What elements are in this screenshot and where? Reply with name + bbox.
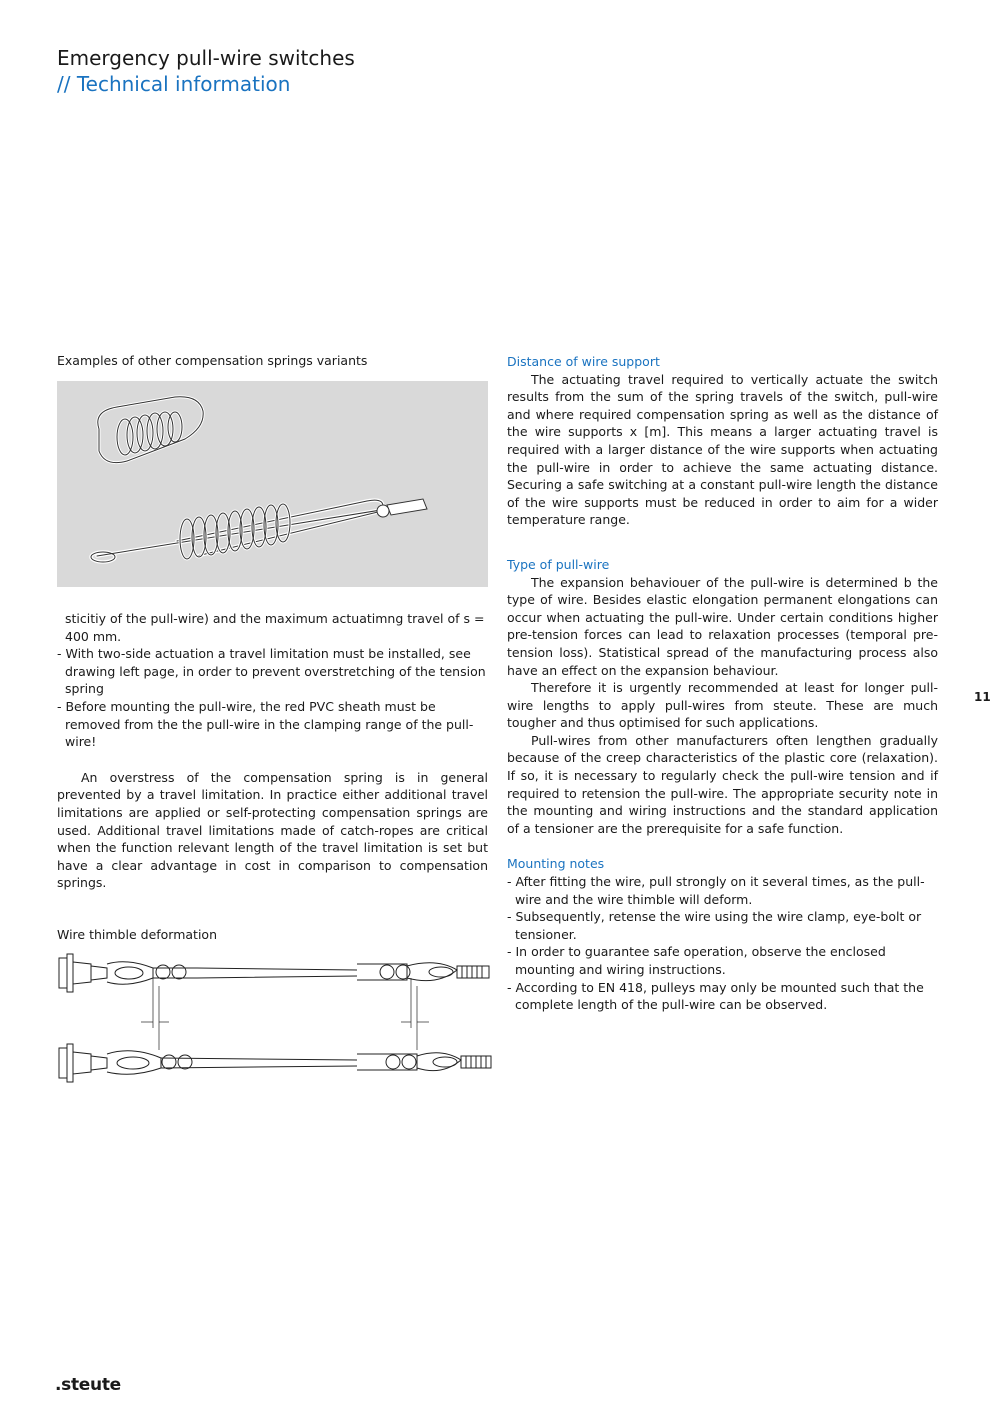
travel-limitation-paragraph: An overstress of the compensation spring is in general prevented by a travel limitation. In practice either additional travel limitations are applied or self-protecting compensation springs are used. Additional travel limitations made of catch-ropes are critical when the function relevant length of the travel limitation is set but have a clear advantage in cost in comparison to compensation springs. — [57, 769, 488, 891]
list-item: - In order to guarantee safe operation, observe the enclosed mounting and wiring instructions. — [507, 944, 886, 977]
type-heading: Type of pull-wire — [507, 556, 610, 572]
continued-notes-list — [57, 610, 488, 751]
mounting-notes-list — [507, 873, 927, 1014]
list-item: - Subsequently, retense the wire using the wire clamp, eye-bolt or tensioner. — [507, 909, 922, 942]
left-column-text — [57, 610, 488, 892]
list-item: - According to EN 418, pulleys may only be mounted such that the complete length of the pull-wire can be observed. — [507, 979, 924, 1013]
type-paragraph-1: The expansion behaviouer of the pull-wire is determined b the type of wire. Besides elastic elongation permanent elongations can occur when actuating the pull-wire. Under certain conditions higher pre-tension forces can lead to relaxation processes (temporal pre-tension loss). Statistical spread of the manufacturing process also have an effect on the expansion behaviour. — [507, 574, 938, 678]
mounting-heading: Mounting notes — [507, 856, 605, 872]
list-item: - With two-side actuation a travel limitation must be installed, see drawing left page, in order to prevent overstretching of the tension spring — [57, 646, 486, 697]
list-item: sticitiy of the pull-wire) and the maximum actuatimng travel of s = 400 mm. — [65, 611, 485, 644]
type-paragraph-3: Pull-wires from other manufacturers often lengthen gradually because of the creep characteristics of the plastic core (relaxation). If so, it is necessary to regularly check the pull-wire tension and if required to retension the pull-wire. The appropriate security note in the mounting and wiring instructions and the standard application of a tensioner are the prerequisite for a safe function. — [507, 732, 938, 836]
wire-thimble-figure — [57, 950, 493, 1085]
distance-heading: Distance of wire support — [507, 354, 660, 369]
page-subtitle: // Technical information — [57, 72, 291, 96]
compensation-springs-figure — [57, 381, 488, 587]
thimble-figure-caption: Wire thimble deformation — [57, 927, 218, 942]
page-number: 11 — [974, 690, 991, 704]
right-column-text — [507, 353, 938, 1014]
list-item: - Before mounting the pull-wire, the red PVC sheath must be removed from the the pull-wire in the clamping range of the pull-wire! — [57, 698, 474, 750]
springs-figure-caption: Examples of other compensation springs variants — [57, 353, 368, 368]
compensation-springs-illustration — [57, 381, 488, 587]
wire-thimble-illustration — [57, 950, 493, 1085]
steute-logo: .steute — [55, 1375, 121, 1395]
list-item: - After fitting the wire, pull strongly on it several times, as the pull-wire and the wire thimble will deform. — [507, 874, 925, 907]
type-paragraph-2: Therefore it is urgently recommended at least for longer pull-wire lengths to apply pull-wires from steute. These are much tougher and thus optimised for such applications. — [507, 680, 938, 731]
page-title: Emergency pull-wire switches — [57, 46, 355, 70]
distance-paragraph: The actuating travel required to vertically actuate the switch results from the sum of the spring travels of the switch, pull-wire and where required compensation spring as well as the distance of the wire supports x [m]. This means a larger actuating travel is required with a larger distance of the wire supports when actuating the pull-wire in order to achieve the same actuating distance. Securing a safe switching at a constant pull-wire length the distance of the wire supports must be reduced in order to aim for a wider temperature range. — [507, 371, 938, 528]
